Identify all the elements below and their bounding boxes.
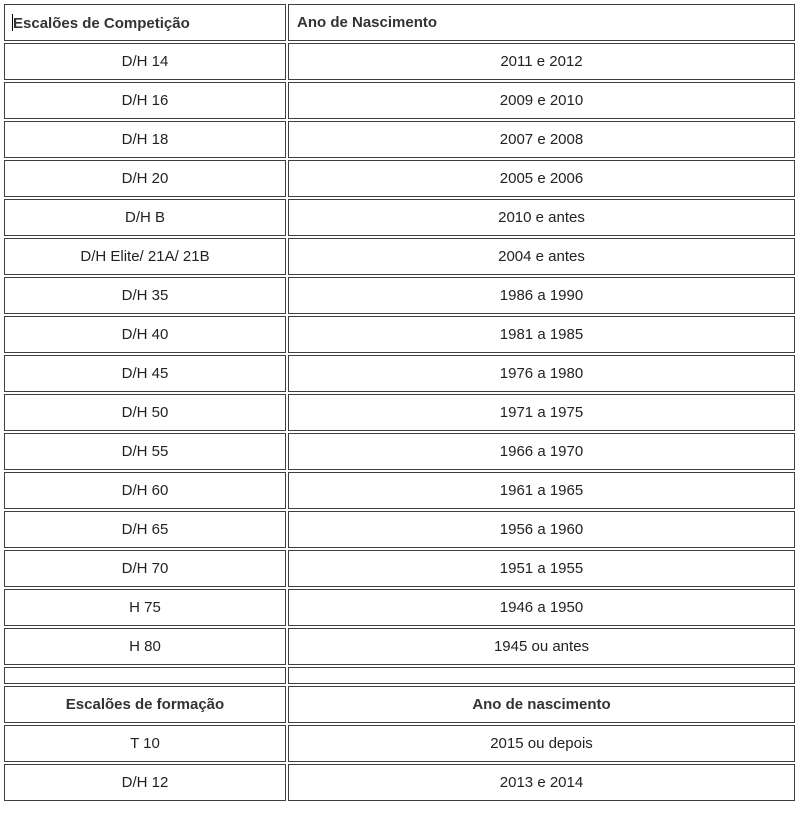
- category-cell[interactable]: D/H 50: [4, 394, 286, 431]
- table-row: [4, 82, 795, 119]
- table-row: [4, 550, 795, 587]
- birth-year-cell[interactable]: 2004 e antes: [288, 238, 795, 275]
- category-cell[interactable]: H 80: [4, 628, 286, 665]
- category-cell[interactable]: D/H 65: [4, 511, 286, 548]
- table-row: [4, 121, 795, 158]
- birth-year-cell[interactable]: 2009 e 2010: [288, 82, 795, 119]
- competition-header-row: [4, 4, 795, 41]
- category-cell[interactable]: D/H 20: [4, 160, 286, 197]
- table-row: [4, 43, 795, 80]
- category-cell[interactable]: D/H 16: [4, 82, 286, 119]
- competition-category-header[interactable]: [4, 4, 286, 41]
- birth-year-cell[interactable]: 1946 a 1950: [288, 589, 795, 626]
- formation-birth-header[interactable]: Ano de nascimento: [288, 686, 795, 723]
- age-categories-table: [2, 2, 797, 803]
- table-row: [4, 238, 795, 275]
- birth-year-cell[interactable]: 2005 e 2006: [288, 160, 795, 197]
- birth-year-cell[interactable]: 2011 e 2012: [288, 43, 795, 80]
- empty-cell[interactable]: [4, 667, 286, 684]
- category-cell[interactable]: D/H 60: [4, 472, 286, 509]
- table-row: [4, 628, 795, 665]
- birth-year-cell[interactable]: 2010 e antes: [288, 199, 795, 236]
- table-row: [4, 511, 795, 548]
- birth-year-cell[interactable]: 1951 a 1955: [288, 550, 795, 587]
- birth-year-cell[interactable]: 2007 e 2008: [288, 121, 795, 158]
- category-cell[interactable]: D/H 45: [4, 355, 286, 392]
- category-cell[interactable]: D/H 70: [4, 550, 286, 587]
- table-row: [4, 160, 795, 197]
- category-cell[interactable]: D/H 18: [4, 121, 286, 158]
- competition-category-header-text: Escalões de Competição: [13, 14, 190, 32]
- birth-year-cell[interactable]: 2015 ou depois: [288, 725, 795, 762]
- table-row: [4, 725, 795, 762]
- formation-category-header[interactable]: Escalões de formação: [4, 686, 286, 723]
- category-cell[interactable]: D/H 35: [4, 277, 286, 314]
- empty-row: [4, 667, 795, 684]
- table-row: [4, 589, 795, 626]
- table-row: [4, 433, 795, 470]
- birth-year-cell[interactable]: 1981 a 1985: [288, 316, 795, 353]
- birth-year-cell[interactable]: 1986 a 1990: [288, 277, 795, 314]
- document-page: [2, 2, 795, 803]
- category-cell[interactable]: D/H B: [4, 199, 286, 236]
- birth-year-cell[interactable]: 1956 a 1960: [288, 511, 795, 548]
- birth-year-cell[interactable]: 1976 a 1980: [288, 355, 795, 392]
- table-row: [4, 472, 795, 509]
- birth-year-cell[interactable]: 1971 a 1975: [288, 394, 795, 431]
- table-row: [4, 199, 795, 236]
- birth-year-cell[interactable]: 1961 a 1965: [288, 472, 795, 509]
- table-row: [4, 394, 795, 431]
- birth-year-cell[interactable]: 1966 a 1970: [288, 433, 795, 470]
- table-row: [4, 355, 795, 392]
- table-row: [4, 316, 795, 353]
- formation-header-row: [4, 686, 795, 723]
- category-cell[interactable]: D/H Elite/ 21A/ 21B: [4, 238, 286, 275]
- birth-year-cell[interactable]: 2013 e 2014: [288, 764, 795, 801]
- category-cell[interactable]: T 10: [4, 725, 286, 762]
- table-row: [4, 277, 795, 314]
- category-cell[interactable]: D/H 55: [4, 433, 286, 470]
- empty-cell[interactable]: [288, 667, 795, 684]
- birth-year-cell[interactable]: 1945 ou antes: [288, 628, 795, 665]
- competition-birth-header[interactable]: Ano de Nascimento: [288, 4, 795, 41]
- table-row: [4, 764, 795, 801]
- category-cell[interactable]: D/H 12: [4, 764, 286, 801]
- category-cell[interactable]: D/H 14: [4, 43, 286, 80]
- category-cell[interactable]: H 75: [4, 589, 286, 626]
- category-cell[interactable]: D/H 40: [4, 316, 286, 353]
